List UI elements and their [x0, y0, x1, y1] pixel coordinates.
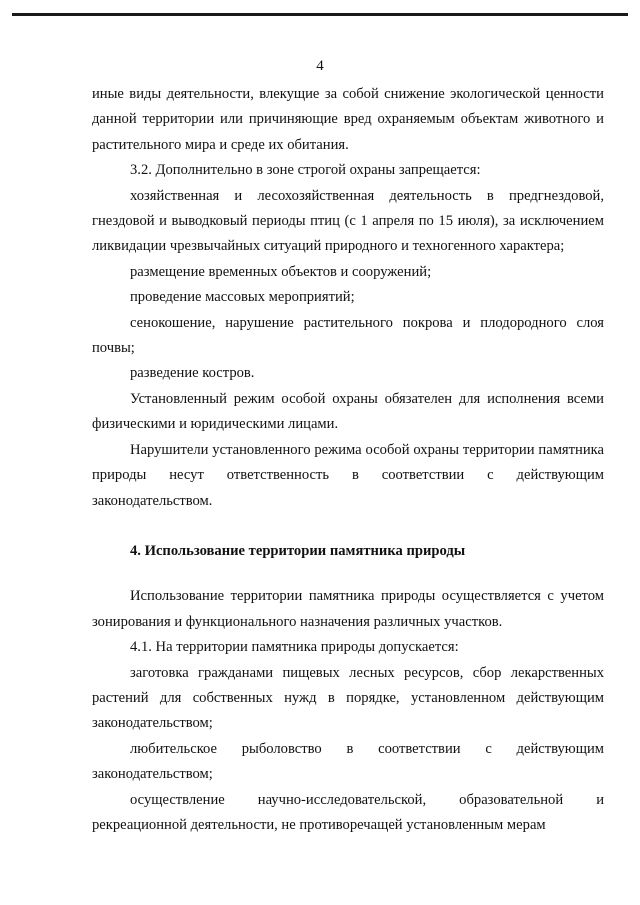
- paragraph: хозяйственная и лесохозяйственная деятельность в предгнездовой, гнездовой и выводковый периоды птиц (с 1 апреля по 15 июля), за исключением ликвидации чрезвычайных ситуаций природного и техногенного характера;: [92, 187, 604, 255]
- paragraph: Установленный режим особой охраны обязателен для исполнения всеми физическими и юридическими лицами.: [92, 390, 604, 433]
- paragraph: 3.2. Дополнительно в зоне строгой охраны запрещается:: [130, 162, 481, 179]
- document-body: [92, 82, 604, 838]
- paragraph: разведение костров.: [130, 365, 255, 382]
- paragraph: Использование территории памятника природы осуществляется с учетом зонирования и функционального назначения различных участков.: [92, 588, 604, 630]
- paragraph: любительское рыболовство в соответствии с действующим законодательством;: [92, 740, 604, 783]
- paragraph: проведение массовых мероприятий;: [130, 289, 355, 306]
- page-number: 4: [316, 58, 324, 74]
- paragraph: заготовка гражданами пищевых лесных ресурсов, сбор лекарственных растений для собственных нужд в порядке, установленном действующим законодательством;: [92, 664, 604, 732]
- top-border-line: [12, 13, 628, 16]
- paragraph: 4.1. На территории памятника природы допускается:: [130, 639, 459, 656]
- paragraph: размещение временных объектов и сооружений;: [130, 263, 432, 280]
- section-heading: 4. Использование территории памятника природы: [130, 542, 466, 559]
- paragraph: осуществление научно-исследовательской, образовательной и рекреационной деятельности, не противоречащей установленным мерам: [92, 791, 604, 833]
- paragraph: иные виды деятельности, влекущие за собой снижение экологической ценности данной территории или причиняющие вред охраняемым объектам животного и растительного мира и среде их обитания.: [92, 86, 604, 153]
- paragraph: Нарушители установленного режима особой охраны территории памятника природы несут ответственность в соответствии с действующим законодательством.: [92, 441, 604, 509]
- paragraph: сенокошение, нарушение растительного покрова и плодородного слоя почвы;: [92, 314, 604, 357]
